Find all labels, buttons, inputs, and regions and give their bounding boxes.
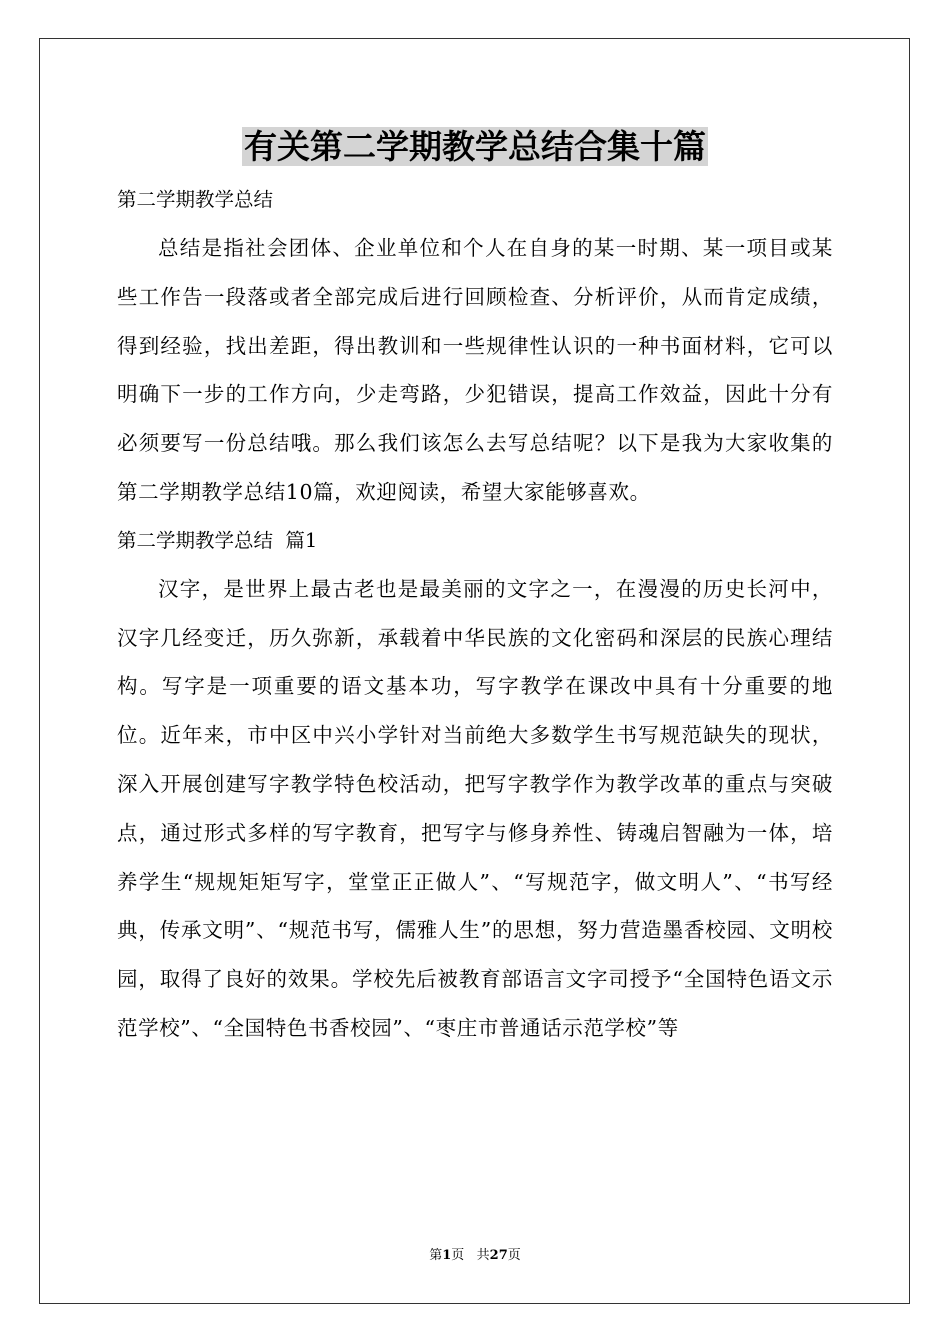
paragraph-intro: 总结是指社会团体、企业单位和个人在自身的某一时期、某一项目或某些工作告一段落或者全部完成后进行回顾检查、分析评价，从而肯定成绩，得到经验，找出差距，得出教训和一些规律性认识的一种书面材料，它可以明确下一步的工作方向，少走弯路，少犯错误，提高工作效益，因此十分有必须要写一份总结哦。那么我们该怎么去写总结呢？以下是我为大家收集的第二学期教学总结10篇，欢迎阅读，希望大家能够喜欢。 — [117, 236, 833, 504]
footer-prefix: 第 — [429, 1248, 443, 1263]
document-title — [0, 124, 950, 170]
section-heading-part-1: 第二学期教学总结 篇1 — [117, 528, 318, 552]
page-number-footer — [0, 1246, 950, 1266]
footer-current-page: 1 — [442, 1248, 452, 1263]
footer-suffix: 页 — [507, 1248, 521, 1263]
paragraph-part-1: 汉字，是世界上最古老也是最美丽的文字之一，在漫漫的历史长河中，汉字几经变迁，历久弥新，承载着中华民族的文化密码和深层的民族心理结构。写字是一项重要的语文基本功，写字教学在课改中具有十分重要的地位。近年来，市中区中兴小学针对当前绝大多数学生书写规范缺失的现状，深入开展创建写字教学特色校活动，把写字教学作为教学改革的重点与突破点，通过形式多样的写字教育，把写字与修身养性、铸魂启智融为一体，培养学生“规规矩矩写字，堂堂正正做人”、“写规范字，做文明人”、“书写经典，传承文明”、“规范书写，儒雅人生”的思想，努力营造墨香校园、文明校园，取得了良好的效果。学校先后被教育部语言文字司授予“全国特色语文示范学校”、“全国特色书香校园”、“枣庄市普通话示范学校”等 — [117, 576, 833, 1040]
footer-total-pages: 27 — [489, 1248, 508, 1263]
document-body — [117, 176, 833, 1053]
footer-middle: 页 共 — [451, 1248, 490, 1263]
document-title-text: 有关第二学期教学总结合集十篇 — [244, 127, 706, 166]
section-heading-intro: 第二学期教学总结 — [117, 188, 274, 211]
